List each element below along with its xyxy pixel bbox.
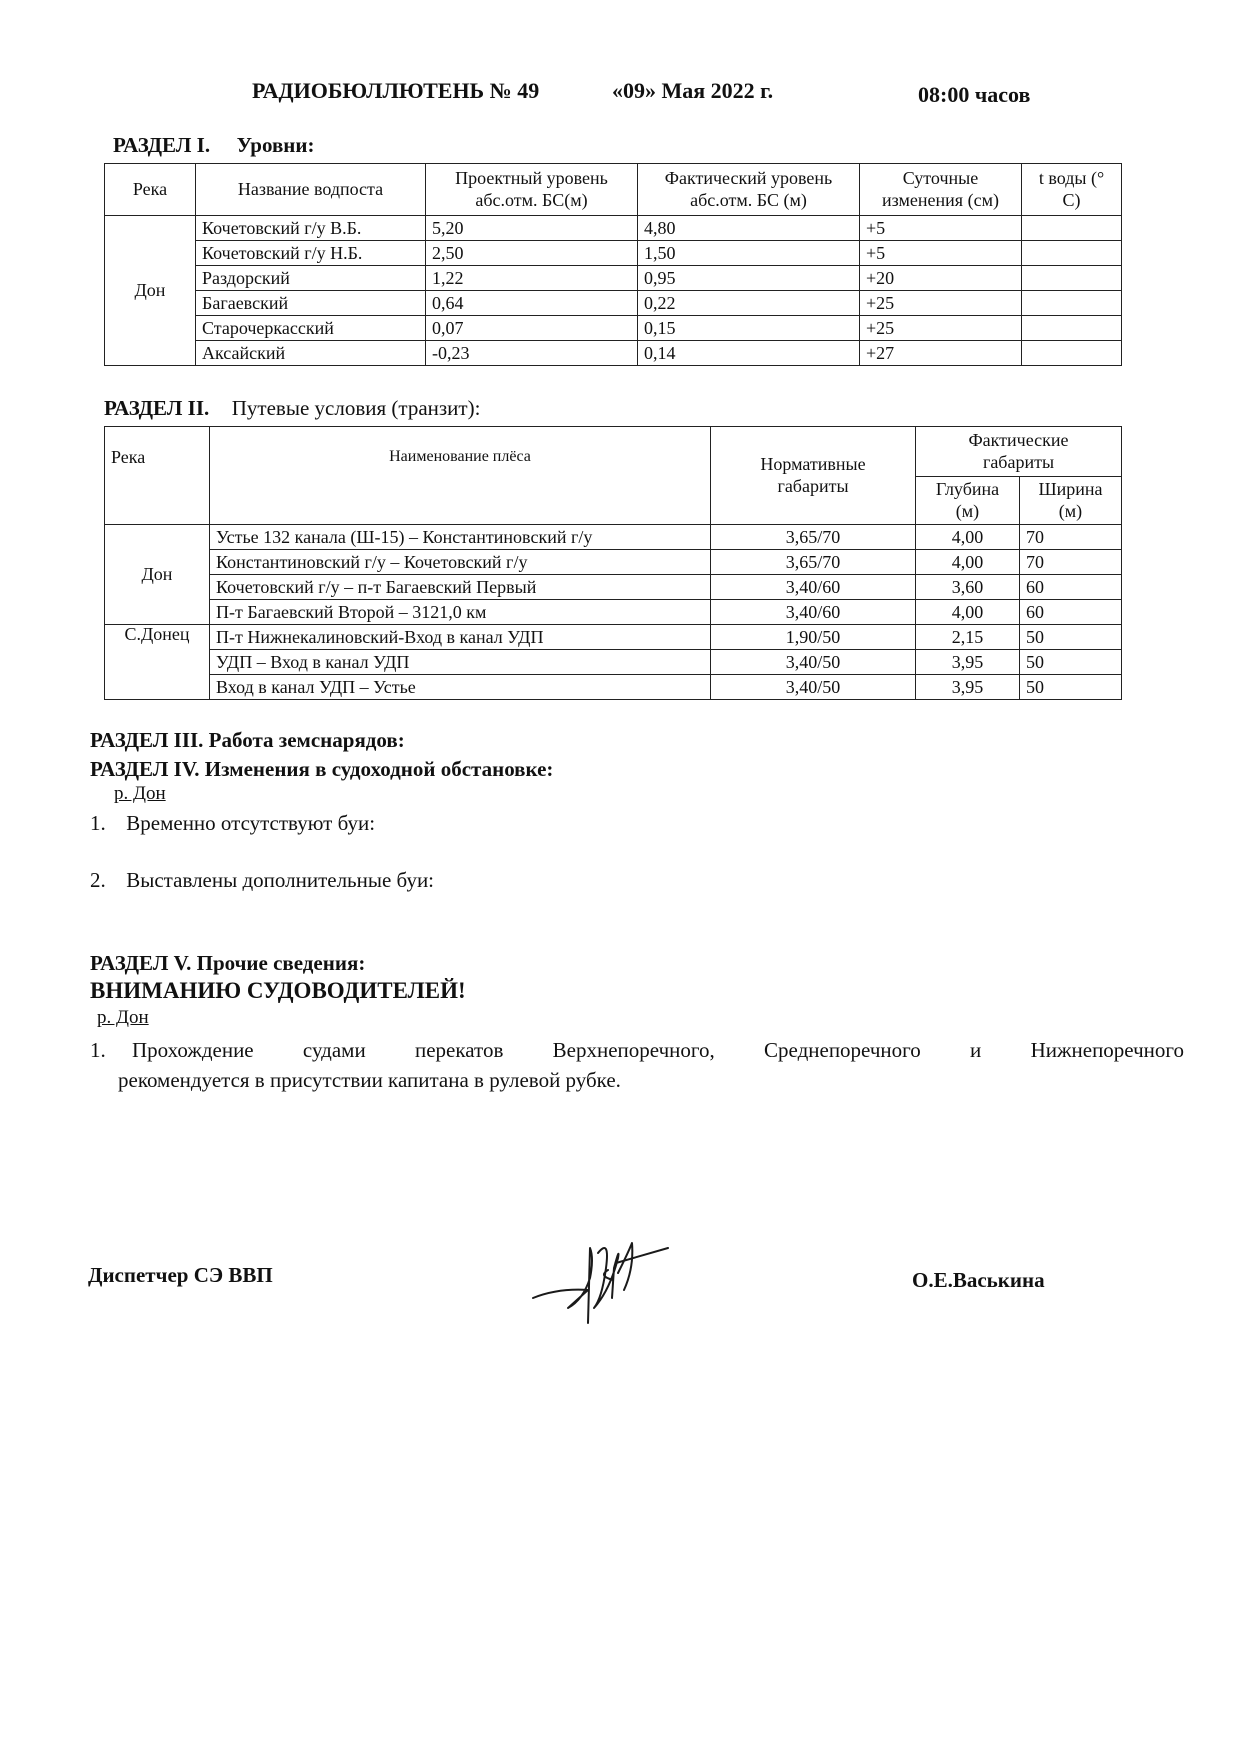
col-width: Ширина (м) xyxy=(1020,477,1122,525)
col-river: Река xyxy=(105,427,210,525)
col-daily-change: Суточные изменения (см) xyxy=(860,164,1022,216)
section5-title: РАЗДЕЛ V. Прочие сведения: xyxy=(90,951,366,975)
design-cell: -0,23 xyxy=(426,341,638,366)
list-item-text: Выставлены дополнительные буи: xyxy=(126,868,435,892)
reach-cell: П-т Нижнекалиновский-Вход в канал УДП xyxy=(210,625,711,650)
table-row xyxy=(105,600,1122,625)
actual-cell: 1,50 xyxy=(638,241,860,266)
temp-cell xyxy=(1022,341,1122,366)
reach-cell: П-т Багаевский Второй – 3121,0 км xyxy=(210,600,711,625)
table-row xyxy=(105,241,1122,266)
table-row xyxy=(105,650,1122,675)
width-cell: 50 xyxy=(1020,675,1122,700)
depth-cell: 4,00 xyxy=(916,550,1020,575)
depth-cell: 2,15 xyxy=(916,625,1020,650)
design-cell: 0,07 xyxy=(426,316,638,341)
change-cell: +27 xyxy=(860,341,1022,366)
bulletin-number: РАДИОБЮЛЛЮТЕНЬ № 49 xyxy=(252,78,540,103)
temp-cell xyxy=(1022,316,1122,341)
col-river: Река xyxy=(105,164,196,216)
levels-header-row xyxy=(105,164,1122,216)
actual-cell: 0,22 xyxy=(638,291,860,316)
actual-cell: 4,80 xyxy=(638,216,860,241)
reach-cell: Вход в канал УДП – Устье xyxy=(210,675,711,700)
depth-cell: 3,60 xyxy=(916,575,1020,600)
design-cell: 1,22 xyxy=(426,266,638,291)
reach-cell: Кочетовский г/у – п-т Багаевский Первый xyxy=(210,575,711,600)
depth-cell: 3,95 xyxy=(916,650,1020,675)
design-cell: 2,50 xyxy=(426,241,638,266)
width-cell: 60 xyxy=(1020,575,1122,600)
norm-cell: 1,90/50 xyxy=(711,625,916,650)
bulletin-time: 08:00 часов xyxy=(918,82,1031,107)
section1-subtitle: Уровни: xyxy=(236,133,315,157)
handwritten-signature xyxy=(528,1228,678,1338)
norm-cell: 3,40/50 xyxy=(711,675,916,700)
design-cell: 5,20 xyxy=(426,216,638,241)
list-item-text-continued: рекомендуется в присутствии капитана в рулевой рубке. xyxy=(118,1068,621,1092)
norm-cell: 3,40/50 xyxy=(711,650,916,675)
post-cell: Кочетовский г/у В.Б. xyxy=(196,216,426,241)
depth-cell: 4,00 xyxy=(916,525,1020,550)
table-row xyxy=(105,675,1122,700)
width-cell: 50 xyxy=(1020,650,1122,675)
change-cell: +5 xyxy=(860,241,1022,266)
reach-cell: Устье 132 канала (Ш-15) – Константиновский г/у xyxy=(210,525,711,550)
reach-cell: Константиновский г/у – Кочетовский г/у xyxy=(210,550,711,575)
table-row xyxy=(105,316,1122,341)
post-cell: Старочеркасский xyxy=(196,316,426,341)
table-row xyxy=(105,266,1122,291)
post-cell: Аксайский xyxy=(196,341,426,366)
design-cell: 0,64 xyxy=(426,291,638,316)
section5-river: р. Дон xyxy=(97,1007,149,1028)
section4-title: РАЗДЕЛ IV. Изменения в судоходной обстановке: xyxy=(90,757,554,781)
section1-heading xyxy=(113,133,314,158)
river-cell: Дон xyxy=(105,525,210,625)
post-cell: Кочетовский г/у Н.Б. xyxy=(196,241,426,266)
list-item xyxy=(90,868,434,893)
change-cell: +25 xyxy=(860,316,1022,341)
list-item-number: 1. xyxy=(90,1038,106,1062)
section1-title: РАЗДЕЛ I. xyxy=(113,133,211,157)
temp-cell xyxy=(1022,266,1122,291)
table-row xyxy=(105,625,1122,650)
actual-cell: 0,14 xyxy=(638,341,860,366)
temp-cell xyxy=(1022,216,1122,241)
section2-subtitle: Путевые условия (транзит): xyxy=(231,396,481,420)
table-row xyxy=(105,575,1122,600)
transit-table xyxy=(104,426,1122,700)
signatory-position: Диспетчер СЭ ВВП xyxy=(88,1263,273,1287)
temp-cell xyxy=(1022,291,1122,316)
section4-river: р. Дон xyxy=(114,783,166,804)
post-cell: Раздорский xyxy=(196,266,426,291)
depth-cell: 3,95 xyxy=(916,675,1020,700)
attention-heading: ВНИМАНИЮ СУДОВОДИТЕЛЕЙ! xyxy=(90,978,466,1003)
change-cell: +20 xyxy=(860,266,1022,291)
col-reach-name: Наименование плёса xyxy=(210,427,711,525)
section2-heading xyxy=(104,396,480,421)
change-cell: +5 xyxy=(860,216,1022,241)
col-post-name: Название водпоста xyxy=(196,164,426,216)
river-cell: Дон xyxy=(105,216,196,366)
col-actual-level: Фактический уровень абс.отм. БС (м) xyxy=(638,164,860,216)
reach-cell: УДП – Вход в канал УДП xyxy=(210,650,711,675)
width-cell: 70 xyxy=(1020,525,1122,550)
width-cell: 70 xyxy=(1020,550,1122,575)
table-row xyxy=(105,525,1122,550)
bulletin-date: «09» Мая 2022 г. xyxy=(612,78,774,103)
norm-cell: 3,65/70 xyxy=(711,550,916,575)
post-cell: Багаевский xyxy=(196,291,426,316)
col-norm-dimensions: Нормативные габариты xyxy=(711,427,916,525)
width-cell: 50 xyxy=(1020,625,1122,650)
section3-title: РАЗДЕЛ III. Работа земснарядов: xyxy=(90,728,405,752)
table-row xyxy=(105,341,1122,366)
depth-cell: 4,00 xyxy=(916,600,1020,625)
change-cell: +25 xyxy=(860,291,1022,316)
norm-cell: 3,40/60 xyxy=(711,575,916,600)
section2-title: РАЗДЕЛ II. xyxy=(104,396,210,420)
norm-cell: 3,40/60 xyxy=(711,600,916,625)
table-row xyxy=(105,216,1122,241)
norm-cell: 3,65/70 xyxy=(711,525,916,550)
transit-header-row xyxy=(105,427,1122,477)
levels-table xyxy=(104,163,1122,366)
col-design-level: Проектный уровень абс.отм. БС(м) xyxy=(426,164,638,216)
table-row xyxy=(105,291,1122,316)
list-item-number: 2. xyxy=(90,868,106,892)
col-actual-dimensions: Фактические габариты xyxy=(916,427,1122,477)
actual-cell: 0,15 xyxy=(638,316,860,341)
list-item-number: 1. xyxy=(90,811,106,835)
temp-cell xyxy=(1022,241,1122,266)
col-depth: Глубина (м) xyxy=(916,477,1020,525)
table-row xyxy=(105,550,1122,575)
col-water-temp: t воды (° С) xyxy=(1022,164,1122,216)
signatory-name: О.Е.Васькина xyxy=(912,1268,1045,1292)
river-cell: С.Донец xyxy=(105,625,210,700)
width-cell: 60 xyxy=(1020,600,1122,625)
list-item-text: Временно отсутствуют буи: xyxy=(126,811,376,835)
actual-cell: 0,95 xyxy=(638,266,860,291)
list-item xyxy=(90,811,375,836)
list-item-text: Прохождение судами перекатов Верхнепоречного, Среднепоречного и Нижнепоречного xyxy=(132,1038,1184,1062)
